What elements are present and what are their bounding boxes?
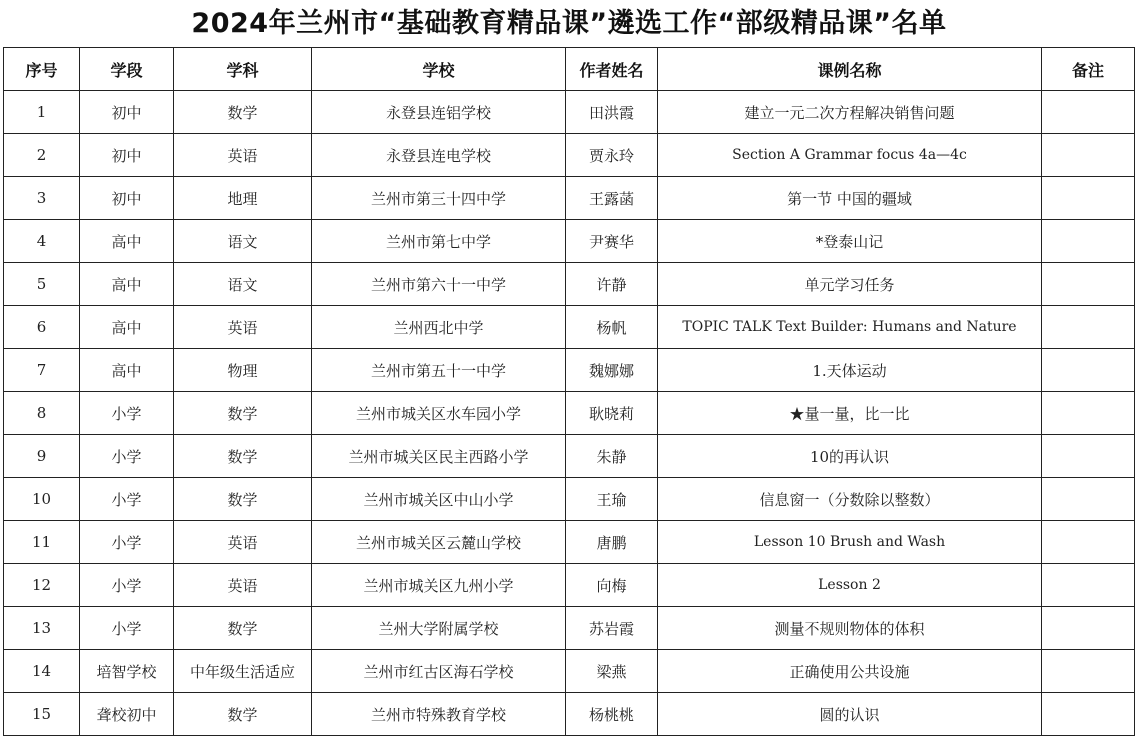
cell-remarks <box>1042 349 1135 392</box>
table-row <box>4 607 1135 650</box>
cell-subject: 语文 <box>174 263 312 306</box>
cell-stage: 聋校初中 <box>80 693 174 736</box>
cell-author: 杨桃桃 <box>566 693 658 736</box>
cell-stage: 高中 <box>80 349 174 392</box>
cell-course-name: 信息窗一（分数除以整数） <box>658 478 1042 521</box>
table-row <box>4 91 1135 134</box>
table-header-row <box>4 48 1135 91</box>
cell-course-name: 第一节 中国的疆域 <box>658 177 1042 220</box>
cell-stage: 小学 <box>80 521 174 564</box>
table-row <box>4 134 1135 177</box>
cell-course-name: 10的再认识 <box>658 435 1042 478</box>
cell-remarks <box>1042 263 1135 306</box>
cell-course-name: 圆的认识 <box>658 693 1042 736</box>
cell-author: 唐鹏 <box>566 521 658 564</box>
cell-course-name: 单元学习任务 <box>658 263 1042 306</box>
cell-remarks <box>1042 306 1135 349</box>
table-row <box>4 220 1135 263</box>
cell-author: 杨帆 <box>566 306 658 349</box>
cell-school: 永登县连电学校 <box>312 134 566 177</box>
header-author: 作者姓名 <box>566 48 658 91</box>
cell-subject: 数学 <box>174 435 312 478</box>
cell-school: 兰州大学附属学校 <box>312 607 566 650</box>
cell-subject: 英语 <box>174 521 312 564</box>
cell-stage: 初中 <box>80 134 174 177</box>
cell-index: 2 <box>4 134 80 177</box>
header-index: 序号 <box>4 48 80 91</box>
cell-course-name: 1.天体运动 <box>658 349 1042 392</box>
cell-subject: 英语 <box>174 564 312 607</box>
cell-school: 兰州市城关区水车园小学 <box>312 392 566 435</box>
cell-stage: 小学 <box>80 478 174 521</box>
cell-author: 朱静 <box>566 435 658 478</box>
cell-stage: 高中 <box>80 263 174 306</box>
header-remarks: 备注 <box>1042 48 1135 91</box>
cell-subject: 数学 <box>174 392 312 435</box>
cell-index: 15 <box>4 693 80 736</box>
cell-index: 6 <box>4 306 80 349</box>
cell-remarks <box>1042 91 1135 134</box>
cell-stage: 小学 <box>80 435 174 478</box>
table-row <box>4 435 1135 478</box>
cell-school: 兰州市第七中学 <box>312 220 566 263</box>
cell-course-name: 建立一元二次方程解决销售问题 <box>658 91 1042 134</box>
cell-school: 兰州市城关区云麓山学校 <box>312 521 566 564</box>
cell-subject: 地理 <box>174 177 312 220</box>
cell-remarks <box>1042 134 1135 177</box>
cell-author: 向梅 <box>566 564 658 607</box>
cell-school: 兰州市城关区九州小学 <box>312 564 566 607</box>
header-school: 学校 <box>312 48 566 91</box>
cell-school: 兰州市第五十一中学 <box>312 349 566 392</box>
cell-school: 永登县连铝学校 <box>312 91 566 134</box>
cell-remarks <box>1042 564 1135 607</box>
cell-author: 尹赛华 <box>566 220 658 263</box>
header-subject: 学科 <box>174 48 312 91</box>
table-row <box>4 478 1135 521</box>
cell-subject: 英语 <box>174 134 312 177</box>
cell-school: 兰州西北中学 <box>312 306 566 349</box>
cell-author: 贾永玲 <box>566 134 658 177</box>
cell-stage: 小学 <box>80 607 174 650</box>
cell-course-name: *登泰山记 <box>658 220 1042 263</box>
table-row <box>4 349 1135 392</box>
cell-remarks <box>1042 693 1135 736</box>
cell-subject: 中年级生活适应 <box>174 650 312 693</box>
cell-course-name: Lesson 2 <box>658 564 1042 607</box>
cell-stage: 小学 <box>80 392 174 435</box>
cell-index: 10 <box>4 478 80 521</box>
cell-school: 兰州市城关区民主西路小学 <box>312 435 566 478</box>
table-row <box>4 392 1135 435</box>
table-row <box>4 650 1135 693</box>
cell-author: 许静 <box>566 263 658 306</box>
cell-course-name: ★量一量，比一比 <box>658 392 1042 435</box>
cell-course-name: 测量不规则物体的体积 <box>658 607 1042 650</box>
cell-index: 1 <box>4 91 80 134</box>
cell-stage: 初中 <box>80 177 174 220</box>
course-list-table <box>3 47 1135 736</box>
cell-course-name: Lesson 10 Brush and Wash <box>658 521 1042 564</box>
cell-school: 兰州市红古区海石学校 <box>312 650 566 693</box>
cell-remarks <box>1042 607 1135 650</box>
table-row <box>4 693 1135 736</box>
cell-subject: 数学 <box>174 693 312 736</box>
cell-subject: 数学 <box>174 478 312 521</box>
cell-course-name: 正确使用公共设施 <box>658 650 1042 693</box>
cell-subject: 语文 <box>174 220 312 263</box>
cell-school: 兰州市第六十一中学 <box>312 263 566 306</box>
cell-school: 兰州市特殊教育学校 <box>312 693 566 736</box>
table-row <box>4 263 1135 306</box>
table-row <box>4 306 1135 349</box>
header-stage: 学段 <box>80 48 174 91</box>
cell-school: 兰州市第三十四中学 <box>312 177 566 220</box>
cell-stage: 高中 <box>80 220 174 263</box>
cell-remarks <box>1042 650 1135 693</box>
cell-index: 7 <box>4 349 80 392</box>
document-title: 2024年兰州市“基础教育精品课”遴选工作“部级精品课”名单 <box>191 8 947 39</box>
header-course-name: 课例名称 <box>658 48 1042 91</box>
cell-remarks <box>1042 220 1135 263</box>
cell-stage: 初中 <box>80 91 174 134</box>
cell-index: 9 <box>4 435 80 478</box>
cell-stage: 培智学校 <box>80 650 174 693</box>
cell-subject: 数学 <box>174 91 312 134</box>
cell-subject: 物理 <box>174 349 312 392</box>
cell-remarks <box>1042 177 1135 220</box>
cell-author: 梁燕 <box>566 650 658 693</box>
cell-index: 3 <box>4 177 80 220</box>
table-row <box>4 521 1135 564</box>
cell-remarks <box>1042 521 1135 564</box>
cell-index: 12 <box>4 564 80 607</box>
cell-index: 13 <box>4 607 80 650</box>
cell-remarks <box>1042 478 1135 521</box>
cell-author: 苏岩霞 <box>566 607 658 650</box>
cell-author: 田洪霞 <box>566 91 658 134</box>
table-body <box>4 91 1135 736</box>
cell-author: 魏娜娜 <box>566 349 658 392</box>
cell-stage: 高中 <box>80 306 174 349</box>
cell-index: 14 <box>4 650 80 693</box>
cell-remarks <box>1042 435 1135 478</box>
cell-school: 兰州市城关区中山小学 <box>312 478 566 521</box>
cell-course-name: Section A Grammar focus 4a—4c <box>658 134 1042 177</box>
cell-remarks <box>1042 392 1135 435</box>
cell-index: 8 <box>4 392 80 435</box>
cell-author: 王瑜 <box>566 478 658 521</box>
table-row <box>4 564 1135 607</box>
cell-course-name: TOPIC TALK Text Builder: Humans and Nature <box>658 306 1042 349</box>
cell-author: 耿晓莉 <box>566 392 658 435</box>
cell-subject: 英语 <box>174 306 312 349</box>
cell-index: 4 <box>4 220 80 263</box>
cell-index: 5 <box>4 263 80 306</box>
cell-subject: 数学 <box>174 607 312 650</box>
cell-index: 11 <box>4 521 80 564</box>
cell-stage: 小学 <box>80 564 174 607</box>
table-row <box>4 177 1135 220</box>
cell-author: 王露菡 <box>566 177 658 220</box>
